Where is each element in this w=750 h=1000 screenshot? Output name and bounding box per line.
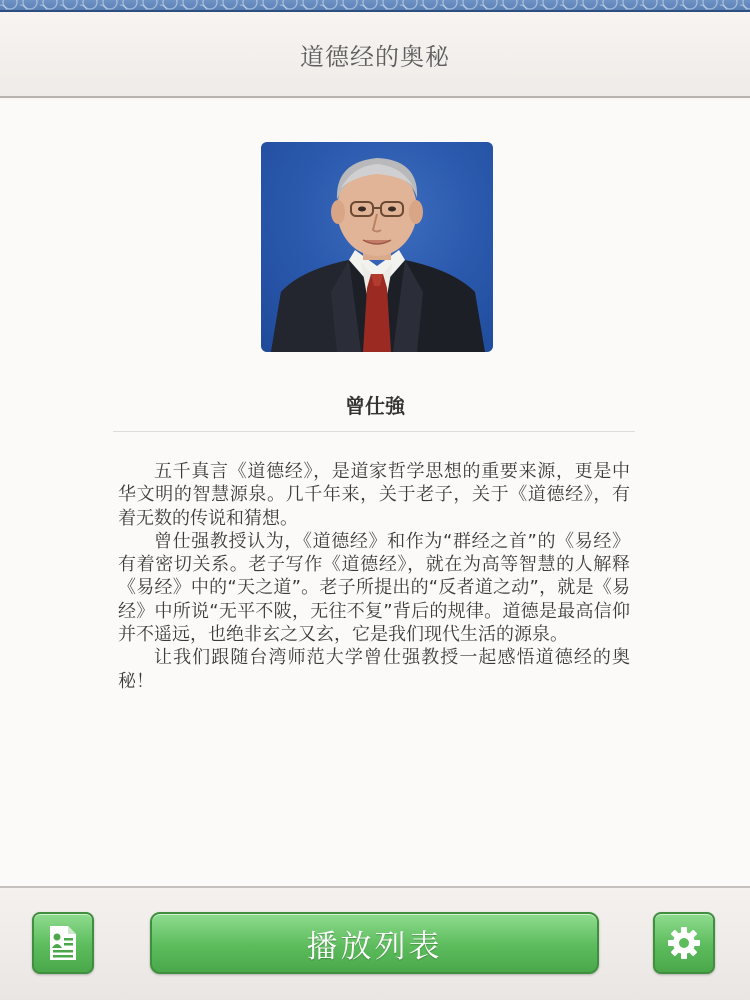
title-bar	[0, 12, 750, 98]
description-paragraph: 让我们跟随台湾师范大学曾仕强教授一起感悟道德经的奥秘！	[118, 647, 630, 692]
gear-icon	[666, 925, 702, 961]
decorative-top-strip	[0, 0, 750, 12]
description-paragraph: 五千真言《道德经》，是道家哲学思想的重要来源，更是中华文明的智慧源泉。几千年来，关于老子，关于《道德经》，有着无数的传说和猜想。	[118, 461, 630, 529]
speaker-portrait-image	[261, 142, 493, 352]
bottom-toolbar	[0, 886, 750, 1000]
author-name: 曾仕強	[345, 394, 405, 418]
speaker-portrait	[261, 142, 493, 352]
document-icon	[46, 924, 80, 962]
divider	[113, 431, 635, 432]
document-button[interactable]	[32, 912, 94, 974]
content-area	[0, 100, 750, 886]
description-paragraph: 曾仕强教授认为，《道德经》和作为“群经之首”的《易经》有着密切关系。老子写作《道德经》，就在为高等智慧的人解释《易经》中的“天之道”。老子所提出的“反者道之动”，就是《易经》中所说“无平不陂，无往不复”背后的规律。道德是最高信仰并不遥远，也绝非玄之又玄，它是我们现代生活的源泉。	[118, 530, 630, 646]
settings-button[interactable]	[653, 912, 715, 974]
description-text	[118, 460, 630, 693]
playlist-button[interactable]	[150, 912, 599, 974]
page-title: 道德经的奥秘	[300, 42, 450, 71]
playlist-button-label: 播放列表	[306, 928, 443, 965]
